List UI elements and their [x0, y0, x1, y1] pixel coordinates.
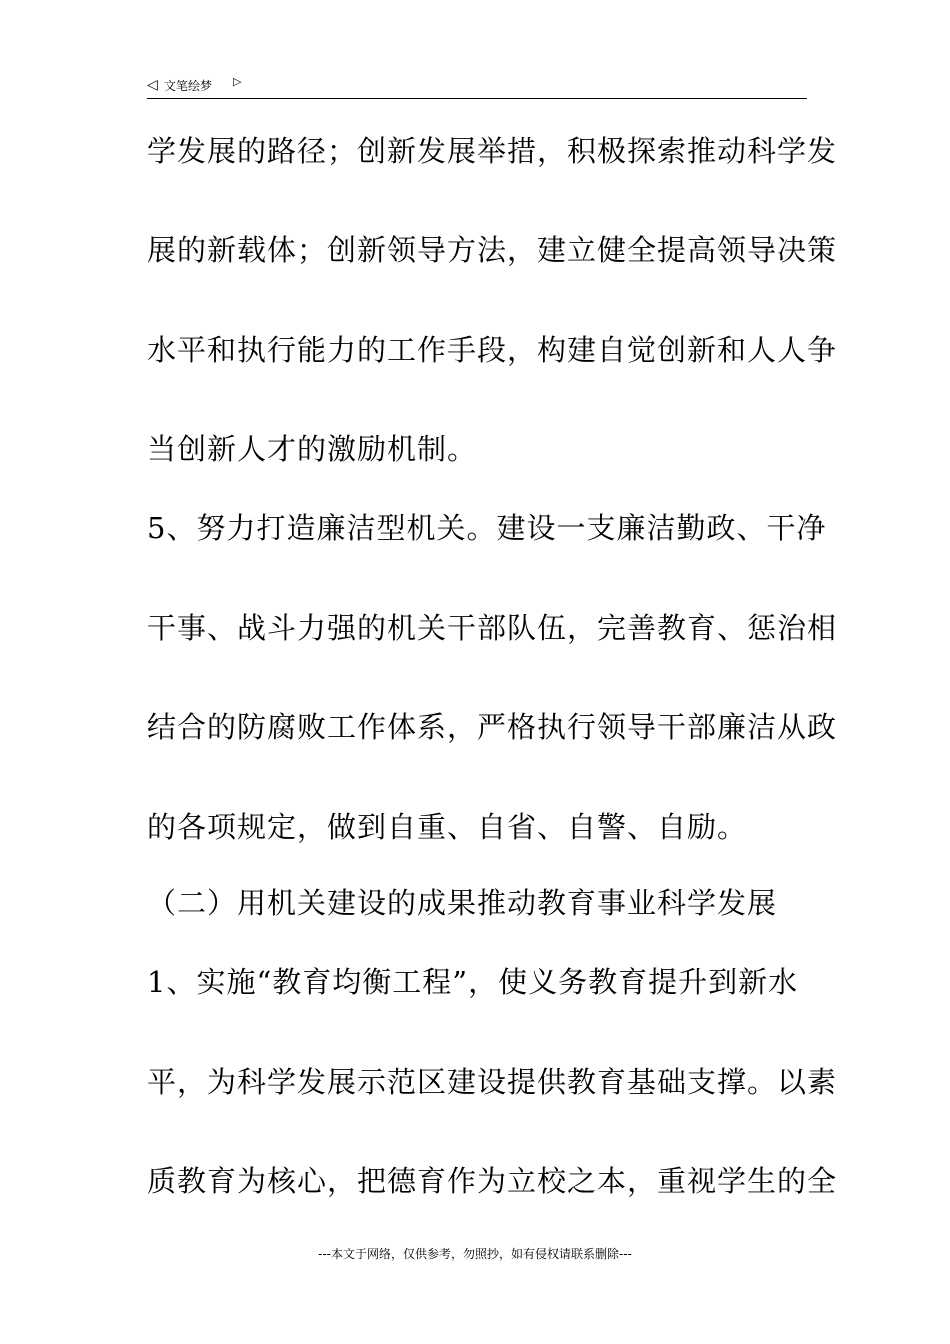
page-footer-disclaimer: ---本文于网络，仅供参考，勿照抄，如有侵权请联系删除--- [318, 1247, 632, 1261]
text-line: 平，为科学发展示范区建设提供教育基础支撑。以素 [147, 1065, 838, 1099]
text-line: 质教育为核心，把德育作为立校之本，重视学生的全 [147, 1164, 838, 1198]
text-line: 结合的防腐败工作体系，严格执行领导干部廉洁从政 [147, 710, 838, 744]
header-title: 文笔绘梦 [164, 79, 213, 93]
section-heading: （二）用机关建设的成果推动教育事业科学发展 [147, 886, 778, 920]
text-line: 当创新人才的激励机制。 [147, 432, 478, 466]
text-line: 学发展的路径；创新发展举措，积极探索推动科学发 [147, 134, 838, 168]
text-line: 1、实施“教育均衡工程”，使义务教育提升到新水 [147, 965, 799, 999]
text-line: 干事、战斗力强的机关干部队伍，完善教育、惩治相 [147, 611, 838, 645]
text-line: 展的新载体；创新领导方法，建立健全提高领导决策 [147, 233, 838, 267]
text-line: 5、努力打造廉洁型机关。建设一支廉洁勤政、干净 [147, 511, 827, 545]
text-line: 水平和执行能力的工作手段，构建自觉创新和人人争 [147, 333, 838, 367]
triangle-right-icon: ▷ [233, 75, 242, 88]
text-line: 的各项规定，做到自重、自省、自警、自励。 [147, 810, 748, 844]
page-header [147, 74, 807, 99]
triangle-left-icon: ◁ [147, 77, 158, 93]
